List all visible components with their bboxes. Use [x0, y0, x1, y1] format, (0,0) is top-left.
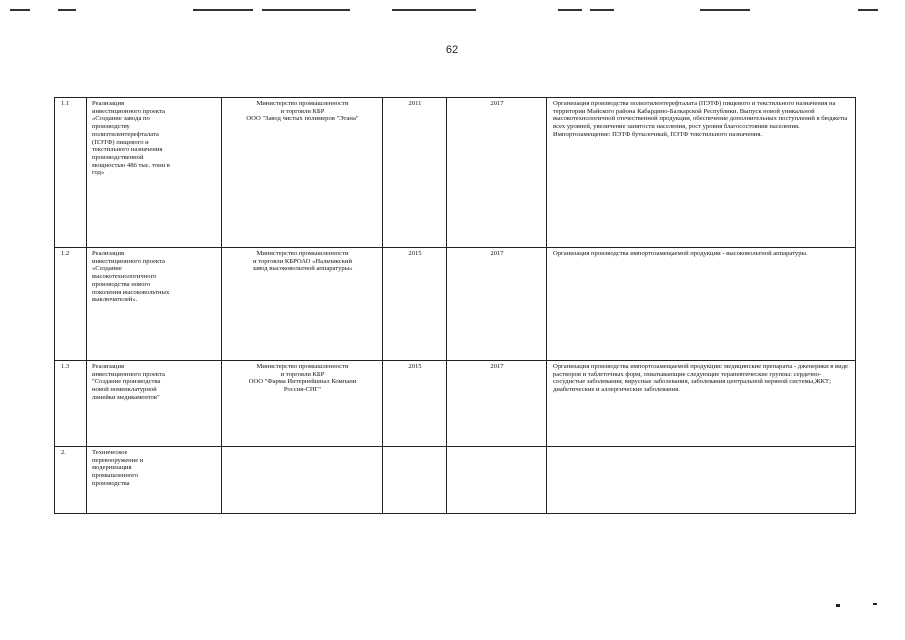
project-name: Реализация инвестиционного проекта "Создание производства новой номенклатурной линейки медикаментов" [87, 361, 222, 447]
end-year [447, 447, 547, 514]
project-name: Реализация инвестиционного проекта «Создание завода по производству полиэтилентерефталата (ПЭТФ) пищевого и текстильного назначения производственной мощностью 486 тыс. тонн в год» [87, 98, 222, 248]
expected-result [547, 447, 856, 514]
table-row [55, 248, 856, 361]
scan-artifact-line [700, 9, 750, 11]
row-number: 1.3 [55, 361, 87, 447]
scan-artifact-line [858, 9, 878, 11]
scan-artifact-line [558, 9, 582, 11]
scan-artifact-dot [873, 603, 877, 605]
scan-artifact-dot [836, 604, 840, 607]
scan-artifact-line [590, 9, 614, 11]
end-year: 2017 [447, 98, 547, 248]
expected-result: Организация производства импортозамещаемой продукции - высоковольтной аппаратуры. [547, 248, 856, 361]
row-number: 2. [55, 447, 87, 514]
expected-result: Организация производства полиэтилентерефталата (ПЭТФ) пищевого и текстильного назначения на территории Майского района Кабардино-Балкарской Республики. Выпуск новой уникальной высокотехнологичной отечественной продукции, обеспечение дополнительных поступлений в бюджеты всех уровней, увеличение занятости населения, рост уровня благосостояния населения. Импортозамещение: ПЭТФ бутылочный, ПЭТФ текстильного назначения. [547, 98, 856, 248]
scan-artifact-line [10, 9, 30, 11]
project-name: Техническое перевооружение и модернизация промышленного производства [87, 447, 222, 514]
responsible-organization: Министерство промышленности и торговли КБРОАО «Нальчикский завод высоковольтной аппаратуры» [222, 248, 383, 361]
start-year: 2015 [383, 361, 447, 447]
start-year [383, 447, 447, 514]
table-row [55, 361, 856, 447]
row-number: 1.1 [55, 98, 87, 248]
responsible-organization: Министерство промышленности и торговли КБР ООО "Фарма Интернейшнал Компани Россия-СНГ" [222, 361, 383, 447]
responsible-organization [222, 447, 383, 514]
table-row [55, 98, 856, 248]
row-number: 1.2 [55, 248, 87, 361]
responsible-organization: Министерство промышленности и торговли КБР ООО "Завод чистых полимеров "Этана" [222, 98, 383, 248]
end-year: 2017 [447, 248, 547, 361]
start-year: 2011 [383, 98, 447, 248]
scan-artifact-line [193, 9, 253, 11]
table-row [55, 447, 856, 514]
scan-artifact-line [392, 9, 476, 11]
project-name: Реализация инвестиционного проекта «Создание высокотехнологичного производства нового поколения высоковольтных выключателей». [87, 248, 222, 361]
expected-result: Организация производства импортозамещаемой продукции: медицинские препараты - дженерики в виде растворов и таблеточных форм, охватывающие следующие терапевтические группы: сердечно-сосудистые заболевания; вирусные заболевания, заболевания центральной нервной системы,ЖКТ; диабетические и аллергические заболевания. [547, 361, 856, 447]
investment-projects-table [54, 97, 856, 514]
end-year: 2017 [447, 361, 547, 447]
scan-artifact-line [262, 9, 350, 11]
page-number: 62 [445, 44, 459, 56]
scan-artifact-line [58, 9, 76, 11]
start-year: 2015 [383, 248, 447, 361]
